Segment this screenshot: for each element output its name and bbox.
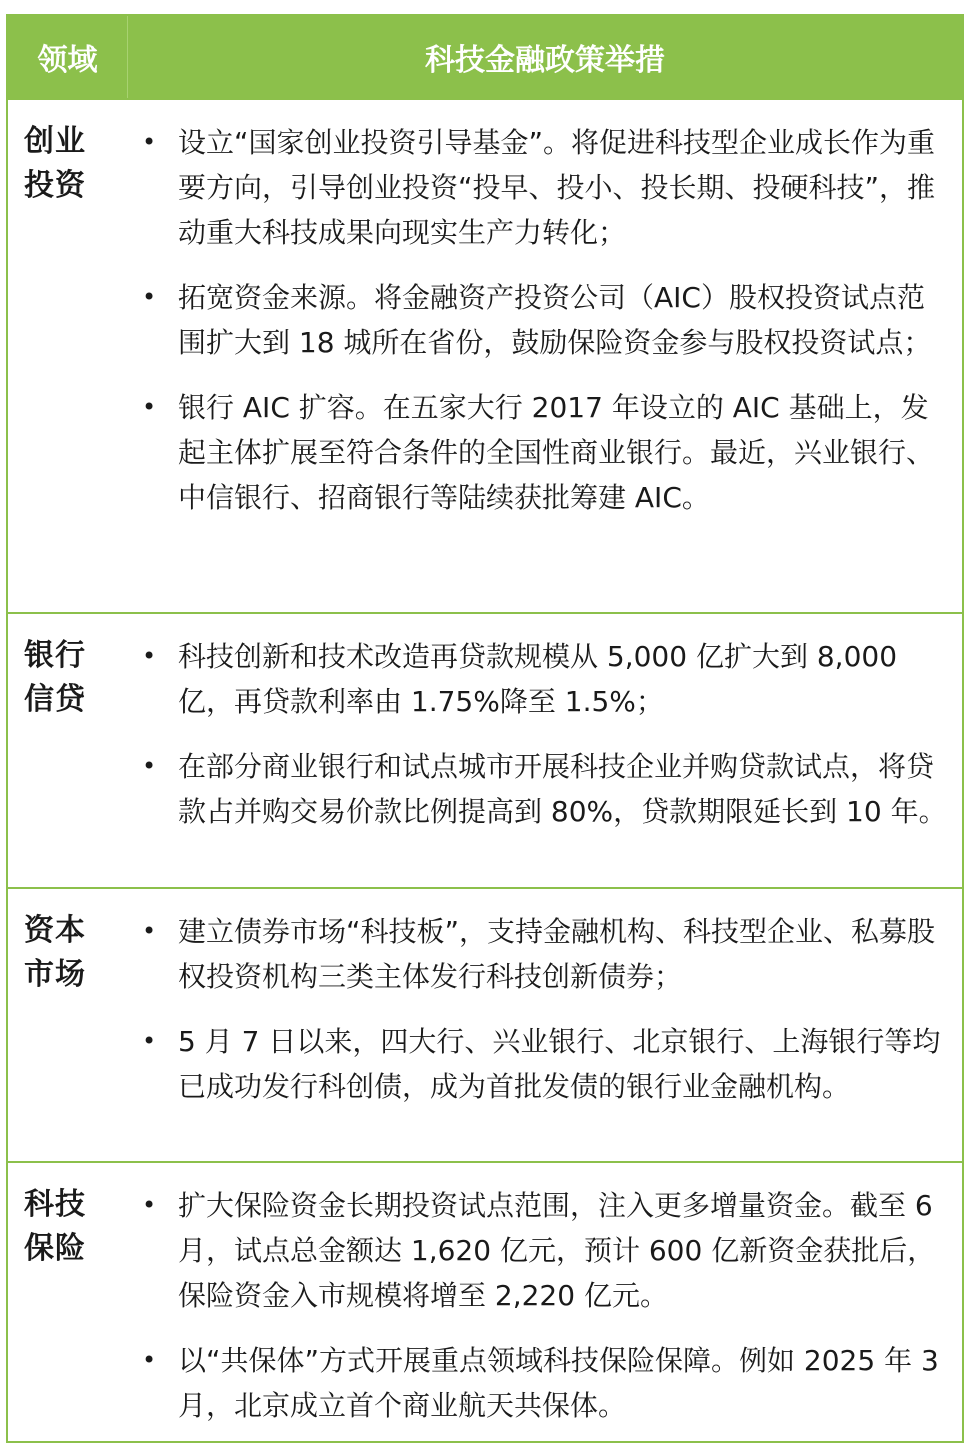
list-item: • 建立债券市场“科技板”，支持金融机构、科技型企业、私募股权投资机构三类主体发行科技创新债券； bbox=[142, 909, 948, 999]
list-item: • 扩大保险资金长期投资试点范围，注入更多增量资金。截至 6 月，试点总金额达 1,620 亿元，预计 600 亿新资金获批后，保险资金入市规模将增至 2,220 亿元。 bbox=[142, 1183, 948, 1318]
row-label: 资本市场 bbox=[24, 913, 86, 992]
row-label: 科技保险 bbox=[24, 1187, 86, 1266]
policy-table bbox=[6, 14, 964, 1443]
list-item: • 银行 AIC 扩容。在五家大行 2017 年设立的 AIC 基础上，发起主体扩展至符合条件的全国性商业银行。最近，兴业银行、中信银行、招商银行等陆续获批筹建 AIC。 bbox=[142, 385, 948, 520]
row-label: 创业投资 bbox=[24, 124, 86, 203]
row-label: 银行信贷 bbox=[24, 638, 86, 717]
bullet-dot-icon: • bbox=[142, 1027, 157, 1055]
bullet-dot-icon: • bbox=[142, 128, 157, 156]
row-content bbox=[128, 614, 962, 887]
bullet-dot-icon: • bbox=[142, 917, 157, 945]
list-item: • 设立“国家创业投资引导基金”。将促进科技型企业成长作为重要方向，引导创业投资“投早、投小、投长期、投硬科技”，推动重大科技成果向现实生产力转化； bbox=[142, 120, 948, 255]
bullet-dot-icon: • bbox=[142, 393, 157, 421]
table-row-bank-credit bbox=[8, 612, 962, 887]
bullet-dot-icon: • bbox=[142, 752, 157, 780]
bullet-dot-icon: • bbox=[142, 1191, 157, 1219]
list-item: • 科技创新和技术改造再贷款规模从 5,000 亿扩大到 8,000 亿，再贷款利率由 1.75%降至 1.5%； bbox=[142, 634, 948, 724]
bullet-dot-icon: • bbox=[142, 283, 157, 311]
bullet-dot-icon: • bbox=[142, 1346, 157, 1374]
table-header bbox=[8, 16, 962, 98]
row-content bbox=[128, 100, 962, 612]
row-content bbox=[128, 1163, 962, 1441]
header-domain: 领域 bbox=[8, 16, 128, 98]
list-item: • 拓宽资金来源。将金融资产投资公司（AIC）股权投资试点范围扩大到 18 城所在省份，鼓励保险资金参与股权投资试点； bbox=[142, 275, 948, 365]
list-item: • 以“共保体”方式开展重点领域科技保险保障。例如 2025 年 3 月，北京成立首个商业航天共保体。 bbox=[142, 1338, 948, 1428]
list-item: • 5 月 7 日以来，四大行、兴业银行、北京银行、上海银行等均已成功发行科创债，成为首批发债的银行业金融机构。 bbox=[142, 1019, 948, 1109]
table-row-capital-market bbox=[8, 887, 962, 1161]
row-content bbox=[128, 889, 962, 1161]
list-item: • 在部分商业银行和试点城市开展科技企业并购贷款试点，将贷款占并购交易价款比例提高到 80%，贷款期限延长到 10 年。 bbox=[142, 744, 948, 834]
table-row-tech-insurance bbox=[8, 1161, 962, 1441]
header-measures: 科技金融政策举措 bbox=[425, 43, 665, 78]
bullet-dot-icon: • bbox=[142, 642, 157, 670]
table-row-venture bbox=[8, 98, 962, 612]
